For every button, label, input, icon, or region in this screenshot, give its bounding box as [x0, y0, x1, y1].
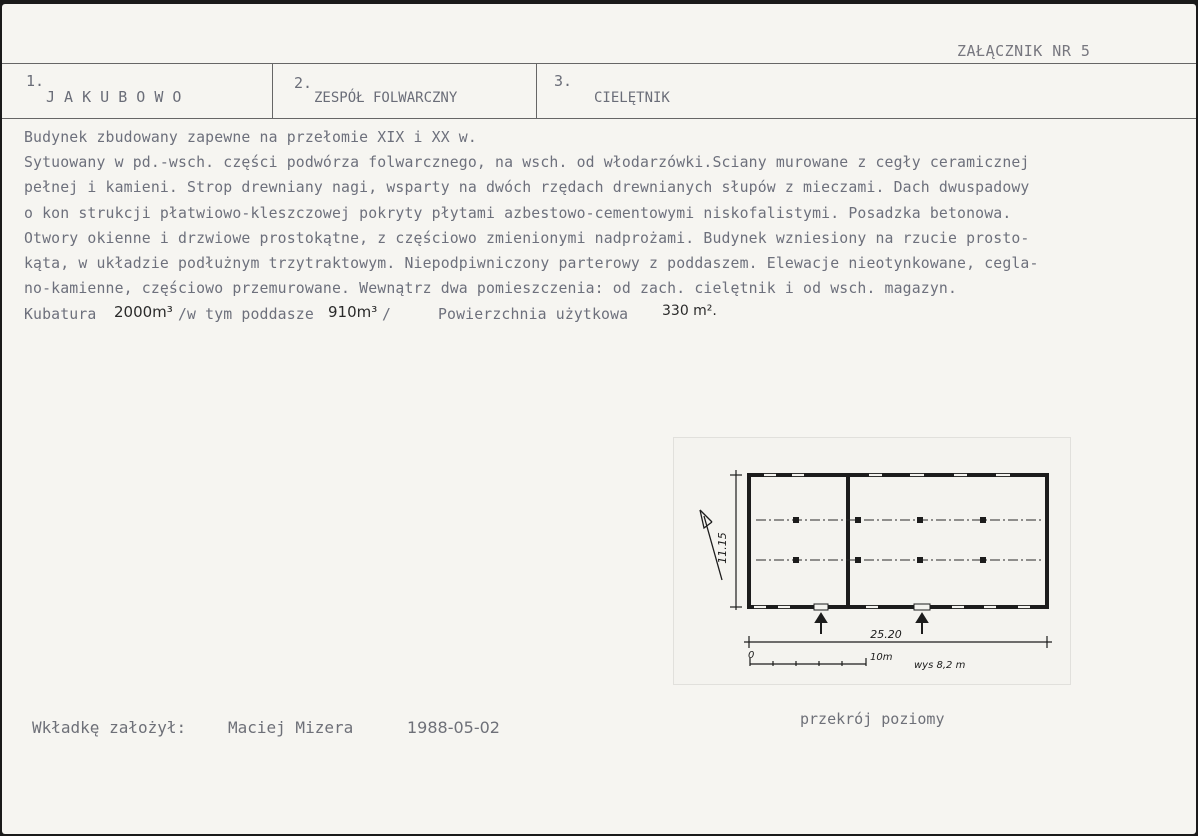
- description-line: Budynek zbudowany zapewne na przełomie XIX i XX w.: [24, 129, 477, 146]
- height-note: wys 8,2 m: [914, 660, 966, 671]
- width-dimension-label: 25.20: [870, 628, 902, 641]
- header-divider-2: [536, 63, 537, 119]
- area-value: 330 m².: [662, 303, 717, 319]
- door-west: [814, 604, 828, 610]
- door-east: [914, 604, 930, 610]
- posts: [793, 517, 986, 563]
- outer-wall: [749, 475, 1047, 607]
- header-top-rule: [2, 63, 1196, 64]
- field3-building: CIELĘTNIK: [594, 90, 670, 106]
- scale-zero-label: 0: [748, 650, 755, 661]
- scale-bar: [750, 658, 866, 666]
- header-bottom-rule: [2, 118, 1196, 119]
- author-name: Maciej Mizera: [228, 718, 354, 737]
- volume-attic-label: /w tym poddasze: [178, 306, 314, 323]
- header-divider-1: [272, 63, 273, 119]
- description-line: o kon strukcji płatwiowo-kleszczowej pokryty płytami azbestowo-cementowymi niskofalistymi. Posadzka betonowa.: [24, 205, 1012, 222]
- volume-close: /: [382, 306, 392, 323]
- description-line: Otwory okienne i drzwiowe prostokątne, z częściowo zmienionymi nadprożami. Budynek wzniesiony na rzucie prosto-: [24, 230, 1030, 247]
- scale-end-label: 10m: [870, 652, 893, 663]
- attachment-number: ZAŁĄCZNIK NR 5: [957, 42, 1091, 60]
- description-line: no-kamienne, częściowo przemurowane. Wewnątrz dwa pomieszczenia: od zach. cielętnik i od wsch. magazyn.: [24, 280, 958, 297]
- floor-plan-photo: [674, 438, 1070, 684]
- created-by-label: Wkładkę założył:: [32, 718, 187, 737]
- field1-number: 1.: [26, 72, 45, 90]
- catalog-card: [2, 4, 1196, 834]
- description-line: pełnej i kamieni. Strop drewniany nagi, wsparty na dwóch rzędach drewnianych słupów z mieczami. Dach dwuspadowy: [24, 179, 1030, 196]
- created-date: 1988-05-02: [407, 718, 500, 737]
- depth-dimension-label: 11.15: [716, 532, 729, 564]
- field1-locality: J A K U B O W O: [46, 88, 182, 106]
- floor-plan-drawing: [674, 438, 1070, 684]
- field2-complex: ZESPÓŁ FOLWARCZNY: [314, 90, 458, 106]
- volume-label: Kubatura: [24, 306, 97, 323]
- attic-volume-value: 910m³: [328, 303, 378, 321]
- volume-value: 2000m³: [114, 303, 173, 321]
- description-line: kąta, w układzie podłużnym trzytraktowym. Niepodpiwniczony parterowy z poddaszem. Elewacje nieotynkowane, cegla-: [24, 255, 1039, 272]
- field3-number: 3.: [554, 72, 573, 90]
- plan-caption: przekrój poziomy: [800, 710, 945, 728]
- field2-number: 2.: [294, 74, 313, 92]
- area-label: Powierzchnia użytkowa: [438, 306, 629, 323]
- description-line: Sytuowany w pd.-wsch. części podwórza folwarcznego, na wsch. od włodarzówki.Sciany murowane z cegły ceramicznej: [24, 154, 1030, 171]
